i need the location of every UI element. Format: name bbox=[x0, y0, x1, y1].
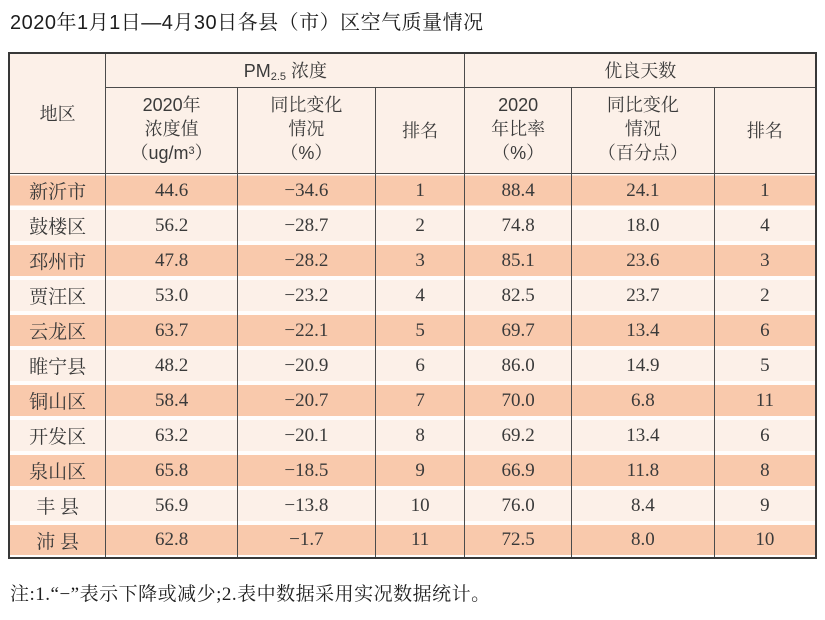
good-rank-cell: 4 bbox=[714, 208, 816, 243]
pm-change-header-unit: （%） bbox=[280, 142, 333, 163]
good-change-cell: 8.4 bbox=[571, 488, 714, 523]
table-header bbox=[9, 53, 816, 173]
good-rank-cell: 3 bbox=[714, 243, 816, 278]
good-ratio-cell: 86.0 bbox=[465, 348, 572, 383]
col-header-region: 地区 bbox=[9, 53, 106, 173]
good-ratio-cell: 70.0 bbox=[465, 383, 572, 418]
region-cell: 新沂市 bbox=[9, 173, 106, 208]
region-cell: 鼓楼区 bbox=[9, 208, 106, 243]
good-rank-cell: 9 bbox=[714, 488, 816, 523]
table-row bbox=[9, 278, 816, 313]
good-ratio-cell: 66.9 bbox=[465, 453, 572, 488]
table-row bbox=[9, 453, 816, 488]
pm-value-cell: 56.2 bbox=[106, 208, 238, 243]
pm-subscript: 2.5 bbox=[270, 71, 286, 84]
good-change-cell: 14.9 bbox=[571, 348, 714, 383]
pm-change-cell: −13.8 bbox=[237, 488, 375, 523]
table-row bbox=[9, 313, 816, 348]
unit-open: （ug/m bbox=[130, 142, 189, 163]
good-rank-cell: 8 bbox=[714, 453, 816, 488]
good-change-cell: 13.4 bbox=[571, 418, 714, 453]
table-row bbox=[9, 348, 816, 383]
col-header-good-rank: 排名 bbox=[714, 87, 816, 173]
good-ratio-cell: 85.1 bbox=[465, 243, 572, 278]
pm-value-header-line2: 浓度值 bbox=[144, 119, 199, 140]
region-cell: 睢宁县 bbox=[9, 348, 106, 383]
good-change-cell: 6.8 bbox=[571, 383, 714, 418]
pm-rank-cell: 6 bbox=[375, 348, 465, 383]
table-row bbox=[9, 243, 816, 278]
col-group-pm25 bbox=[106, 53, 465, 87]
good-rank-cell: 2 bbox=[714, 278, 816, 313]
pm-group-suffix: 浓度 bbox=[286, 61, 328, 82]
good-change-cell: 8.0 bbox=[571, 523, 714, 558]
pm-change-header-line1: 同比变化 bbox=[270, 95, 343, 116]
pm-value-cell: 44.6 bbox=[106, 173, 238, 208]
region-cell: 邳州市 bbox=[9, 243, 106, 278]
good-change-header-line2: 情况 bbox=[624, 119, 661, 140]
pm-rank-cell: 2 bbox=[375, 208, 465, 243]
good-ratio-header-line2: 年比率 bbox=[491, 119, 546, 140]
good-ratio-header-unit: （%） bbox=[492, 142, 545, 163]
col-header-pm-rank: 排名 bbox=[375, 87, 465, 173]
pm-value-cell: 56.9 bbox=[106, 488, 238, 523]
pm-value-cell: 65.8 bbox=[106, 453, 238, 488]
good-rank-cell: 11 bbox=[714, 383, 816, 418]
pm-rank-cell: 11 bbox=[375, 523, 465, 558]
pm-change-cell: −28.2 bbox=[237, 243, 375, 278]
pm-value-header-unit bbox=[108, 142, 235, 166]
header-sub-row bbox=[9, 87, 816, 173]
pm-rank-cell: 7 bbox=[375, 383, 465, 418]
col-header-good-ratio bbox=[465, 87, 572, 173]
good-ratio-cell: 76.0 bbox=[465, 488, 572, 523]
pm-rank-cell: 1 bbox=[375, 173, 465, 208]
col-header-pm-value bbox=[106, 87, 238, 173]
pm-value-cell: 58.4 bbox=[106, 383, 238, 418]
pm-rank-cell: 10 bbox=[375, 488, 465, 523]
good-ratio-cell: 69.2 bbox=[465, 418, 572, 453]
good-change-cell: 11.8 bbox=[571, 453, 714, 488]
good-change-header-unit: （百分点） bbox=[597, 142, 688, 163]
good-rank-cell: 5 bbox=[714, 348, 816, 383]
good-ratio-cell: 69.7 bbox=[465, 313, 572, 348]
good-rank-cell: 6 bbox=[714, 313, 816, 348]
pm-change-cell: −1.7 bbox=[237, 523, 375, 558]
pm-rank-cell: 8 bbox=[375, 418, 465, 453]
good-change-cell: 23.6 bbox=[571, 243, 714, 278]
table-row bbox=[9, 383, 816, 418]
pm-value-cell: 63.2 bbox=[106, 418, 238, 453]
pm-change-cell: −34.6 bbox=[237, 173, 375, 208]
table-row bbox=[9, 523, 816, 558]
pm-value-cell: 53.0 bbox=[106, 278, 238, 313]
region-cell: 沛 县 bbox=[9, 523, 106, 558]
pm-value-cell: 47.8 bbox=[106, 243, 238, 278]
air-quality-table bbox=[8, 52, 817, 559]
col-header-good-change bbox=[571, 87, 714, 173]
good-ratio-cell: 72.5 bbox=[465, 523, 572, 558]
pm-change-header-line2: 情况 bbox=[288, 119, 325, 140]
good-ratio-cell: 82.5 bbox=[465, 278, 572, 313]
pm-label: PM bbox=[243, 61, 271, 82]
pm-change-cell: −23.2 bbox=[237, 278, 375, 313]
pm-change-cell: −20.9 bbox=[237, 348, 375, 383]
good-change-cell: 13.4 bbox=[571, 313, 714, 348]
good-ratio-cell: 88.4 bbox=[465, 173, 572, 208]
col-group-good-days: 优良天数 bbox=[465, 53, 816, 87]
table-row bbox=[9, 488, 816, 523]
region-cell: 贾汪区 bbox=[9, 278, 106, 313]
region-cell: 丰 县 bbox=[9, 488, 106, 523]
good-ratio-header-line1: 2020 bbox=[498, 95, 539, 116]
pm-change-cell: −20.7 bbox=[237, 383, 375, 418]
unit-superscript: 3 bbox=[188, 144, 195, 157]
region-cell: 铜山区 bbox=[9, 383, 106, 418]
good-change-header-line1: 同比变化 bbox=[606, 95, 679, 116]
pm-rank-cell: 9 bbox=[375, 453, 465, 488]
good-rank-cell: 6 bbox=[714, 418, 816, 453]
table-row bbox=[9, 208, 816, 243]
good-change-cell: 23.7 bbox=[571, 278, 714, 313]
col-header-pm-change bbox=[237, 87, 375, 173]
good-rank-cell: 1 bbox=[714, 173, 816, 208]
table-row bbox=[9, 173, 816, 208]
header-group-row bbox=[9, 53, 816, 87]
page-title: 2020年1月1日—4月30日各县（市）区空气质量情况 bbox=[10, 12, 484, 34]
footnote: 注:1.“−”表示下降或减少;2.表中数据采用实况数据统计。 bbox=[10, 584, 491, 605]
pm-change-cell: −18.5 bbox=[237, 453, 375, 488]
good-rank-cell: 10 bbox=[714, 523, 816, 558]
region-cell: 云龙区 bbox=[9, 313, 106, 348]
pm-value-cell: 48.2 bbox=[106, 348, 238, 383]
region-cell: 开发区 bbox=[9, 418, 106, 453]
good-change-cell: 24.1 bbox=[571, 173, 714, 208]
pm-value-header-line1: 2020年 bbox=[142, 95, 201, 116]
unit-close: ） bbox=[194, 142, 213, 163]
table-body bbox=[9, 173, 816, 558]
pm-rank-cell: 4 bbox=[375, 278, 465, 313]
region-cell: 泉山区 bbox=[9, 453, 106, 488]
pm-rank-cell: 3 bbox=[375, 243, 465, 278]
pm-value-cell: 62.8 bbox=[106, 523, 238, 558]
pm-change-cell: −20.1 bbox=[237, 418, 375, 453]
pm-change-cell: −28.7 bbox=[237, 208, 375, 243]
pm-change-cell: −22.1 bbox=[237, 313, 375, 348]
good-change-cell: 18.0 bbox=[571, 208, 714, 243]
table-row bbox=[9, 418, 816, 453]
good-ratio-cell: 74.8 bbox=[465, 208, 572, 243]
pm-value-cell: 63.7 bbox=[106, 313, 238, 348]
pm-rank-cell: 5 bbox=[375, 313, 465, 348]
